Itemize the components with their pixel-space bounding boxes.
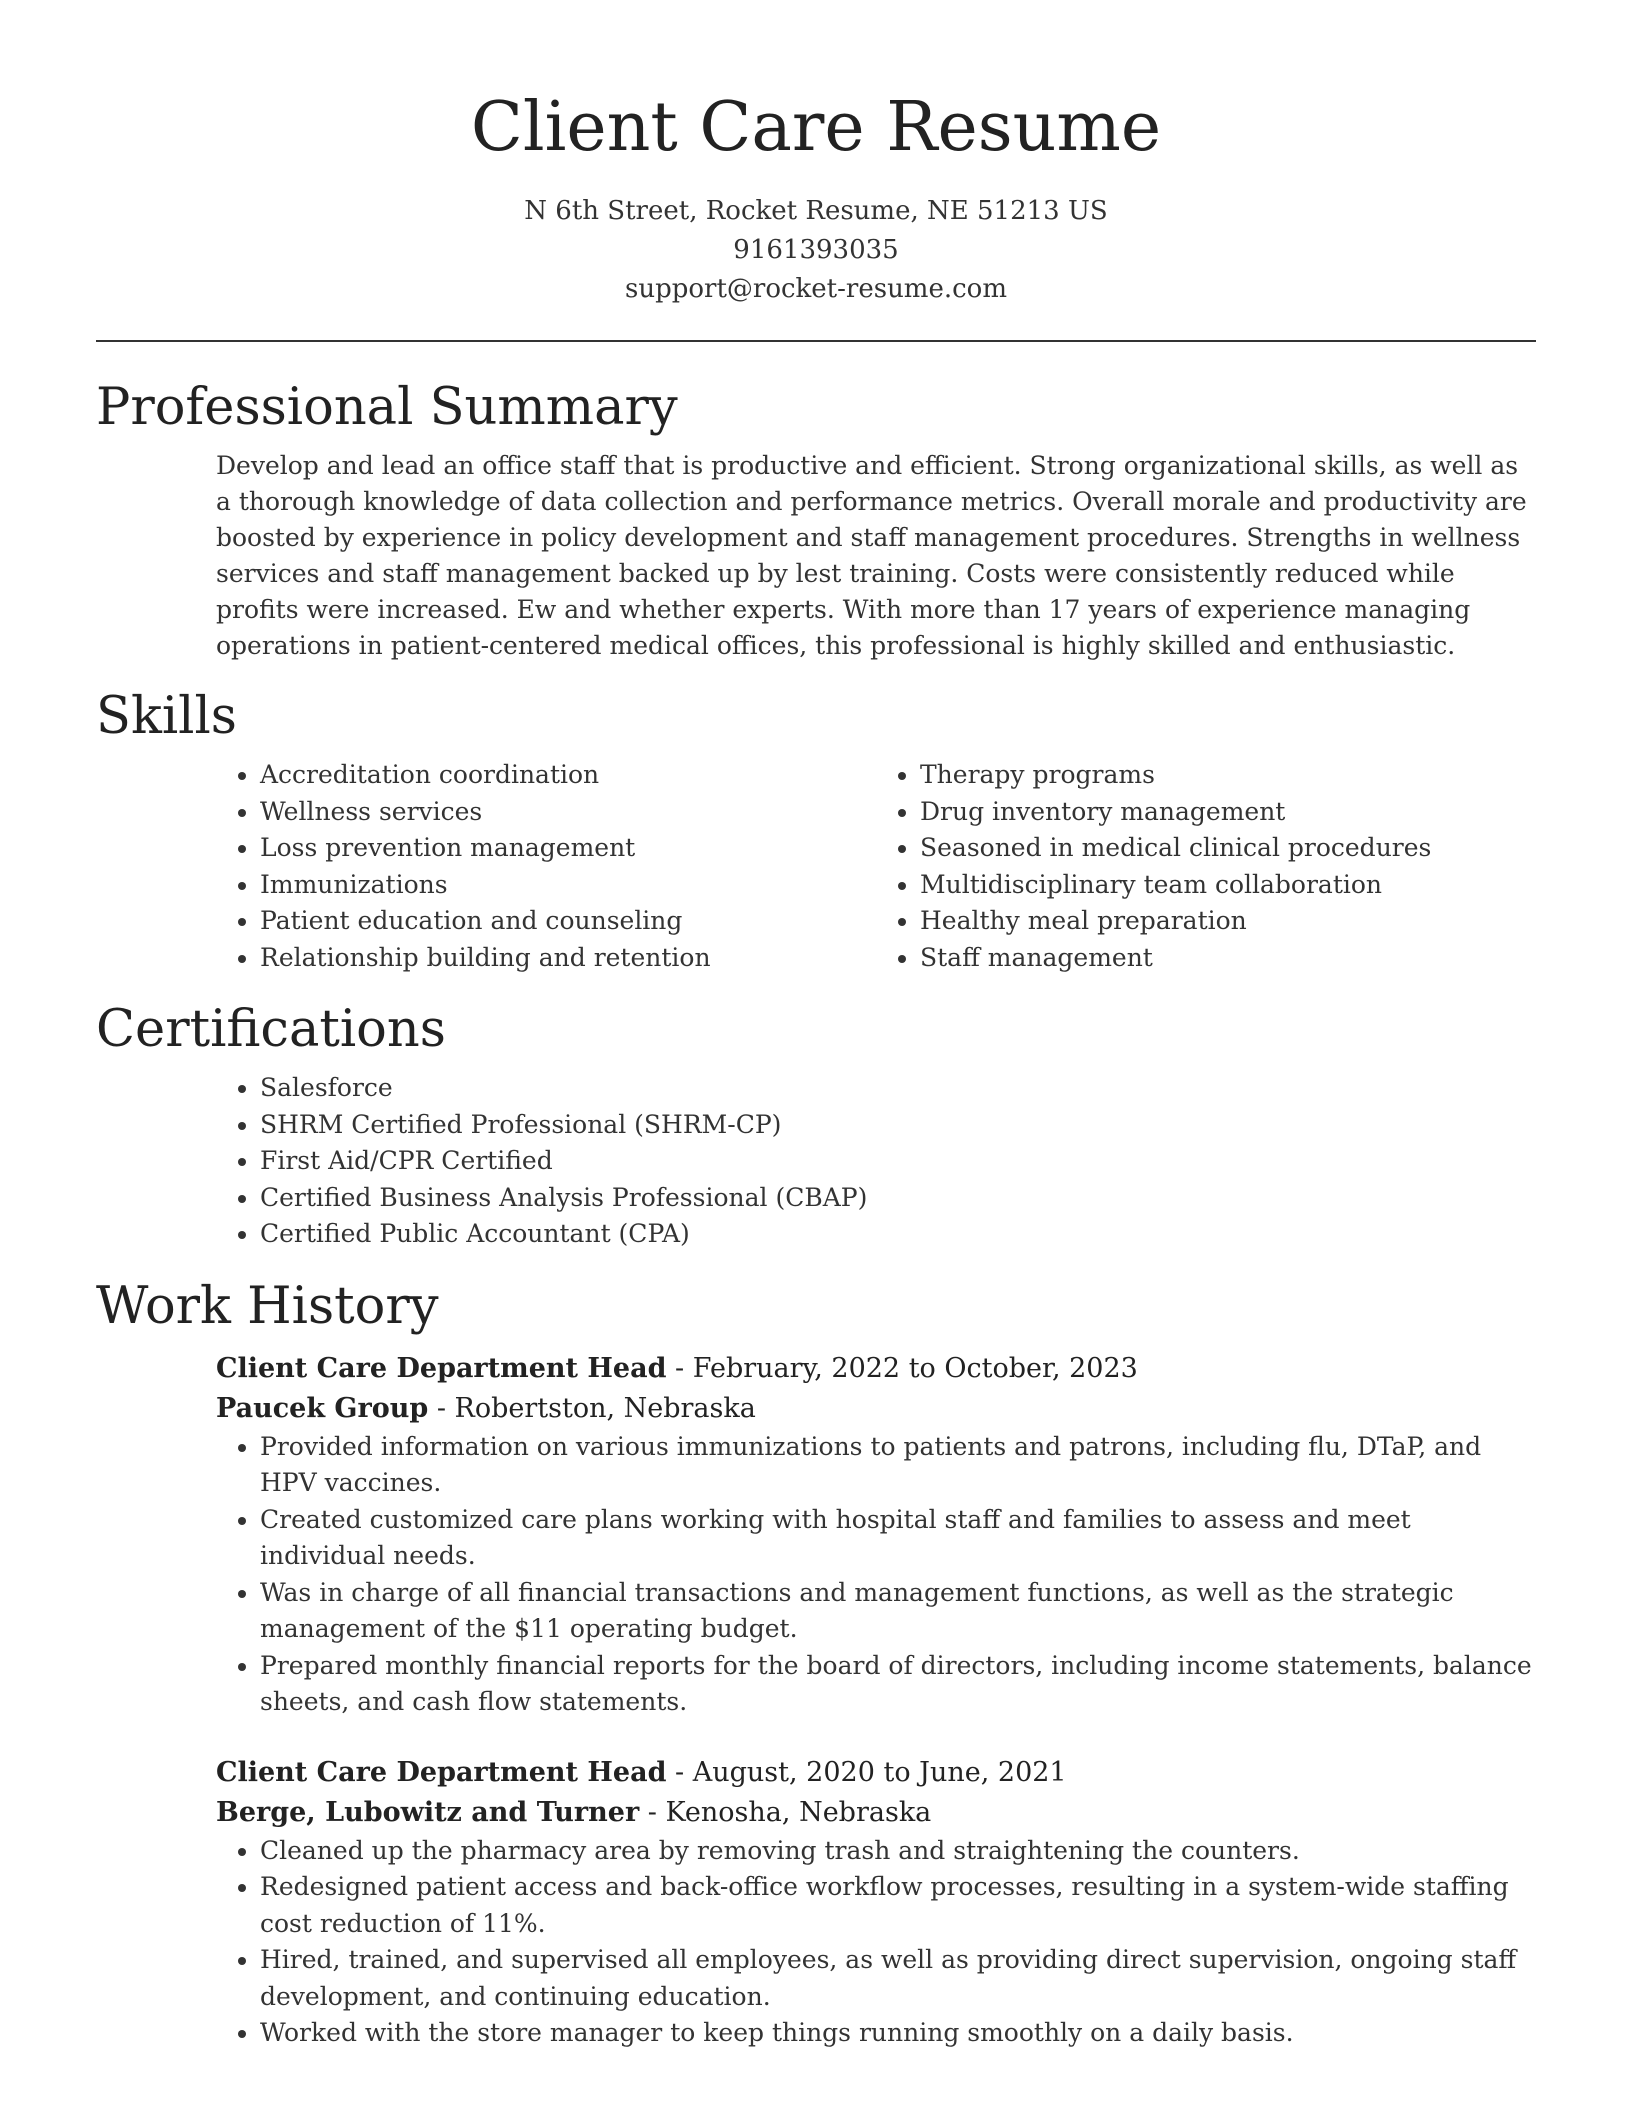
job-location: - Robertston, Nebraska xyxy=(428,1392,756,1424)
skill-item: • Loss prevention management xyxy=(260,830,876,867)
job-bullets xyxy=(216,1833,1536,2052)
job-company-line xyxy=(216,1793,1536,1833)
summary-heading: Professional Summary xyxy=(96,378,678,437)
job-bullet: • Created customized care plans working with hospital staff and families to assess and meet individual needs. xyxy=(260,1502,1536,1575)
resume-header xyxy=(96,0,1536,309)
job-role: Client Care Department Head xyxy=(216,1352,667,1384)
job-bullet: • Redesigned patient access and back-office workflow processes, resulting in a system-wide staffing cost reduction of 11%. xyxy=(260,1869,1536,1942)
job-bullets xyxy=(216,1429,1536,1721)
certifications-list xyxy=(216,1070,1536,1253)
skill-item: • Immunizations xyxy=(260,867,876,904)
job-entry xyxy=(216,1349,1536,1721)
job-role: Client Care Department Head xyxy=(216,1756,667,1788)
skill-item: • Accreditation coordination xyxy=(260,757,876,794)
summary-section xyxy=(96,378,1536,664)
skills-section xyxy=(96,687,1536,976)
header-divider xyxy=(96,340,1536,342)
job-role-line xyxy=(216,1349,1536,1389)
skills-column-right xyxy=(876,757,1536,976)
address: N 6th Street, Rocket Resume, NE 51213 US xyxy=(524,196,1108,226)
certification-item: • Certified Public Accountant (CPA) xyxy=(260,1216,1536,1253)
job-bullet: • Hired, trained, and supervised all employees, as well as providing direct supervision, ongoing staff development, and continuing education. xyxy=(260,1942,1536,2015)
skill-item: • Staff management xyxy=(920,940,1536,977)
job-company: Paucek Group xyxy=(216,1392,429,1424)
skills-heading: Skills xyxy=(96,687,237,746)
job-bullet: • Prepared monthly financial reports for the board of directors, including income statements, balance sheets, and cash flow statements. xyxy=(260,1648,1536,1721)
skills-list xyxy=(216,757,1536,976)
job-company: Berge, Lubowitz and Turner xyxy=(216,1796,640,1828)
certifications-section xyxy=(96,1000,1536,1253)
work-history-heading: Work History xyxy=(96,1276,439,1336)
job-bullet: • Was in charge of all financial transactions and management functions, as well as the strategic management of the $11 operating budget. xyxy=(260,1575,1536,1648)
work-history-section xyxy=(96,1277,1536,2052)
skill-item: • Patient education and counseling xyxy=(260,903,876,940)
job-company-line xyxy=(216,1389,1536,1429)
job-role-line xyxy=(216,1753,1536,1793)
job-dates: - August, 2020 to June, 2021 xyxy=(666,1756,1067,1788)
skill-item: • Relationship building and retention xyxy=(260,940,876,977)
skill-item: • Seasoned in medical clinical procedures xyxy=(920,830,1536,867)
phone: 9161393035 xyxy=(733,235,899,265)
job-entry xyxy=(216,1753,1536,2052)
certifications-heading: Certifications xyxy=(96,1000,446,1059)
skill-item: • Multidisciplinary team collaboration xyxy=(920,867,1536,904)
certification-item: • SHRM Certified Professional (SHRM-CP) xyxy=(260,1107,1536,1144)
summary-text: Develop and lead an office staff that is productive and efficient. Strong organizational skills, as well as a thorough knowledge of data collection and performance metrics. Overall morale and productivity are boosted by experience in policy development and staff management procedures. Strengths in wellness services and staff management backed up by lest training. Costs were consistently reduced while profits were increased. Ew and whether experts. With more than 17 years of experience managing operations in patient-centered medical offices, this professional is highly skilled and enthusiastic. xyxy=(216,451,1527,660)
job-bullet: • Cleaned up the pharmacy area by removing trash and straightening the counters. xyxy=(260,1833,1536,1870)
resume-page xyxy=(96,0,1536,2052)
skills-column-left xyxy=(216,757,876,976)
certification-item: • Certified Business Analysis Professional (CBAP) xyxy=(260,1180,1536,1217)
certifications-body xyxy=(216,1070,1536,1253)
job-dates: - February, 2022 to October, 2023 xyxy=(666,1352,1138,1384)
skill-item: • Wellness services xyxy=(260,794,876,831)
job-bullet: • Worked with the store manager to keep things running smoothly on a daily basis. xyxy=(260,2015,1536,2052)
job-location: - Kenosha, Nebraska xyxy=(639,1796,932,1828)
skill-item: • Healthy meal preparation xyxy=(920,903,1536,940)
contact-info xyxy=(96,192,1536,309)
email: support@rocket-resume.com xyxy=(624,274,1007,304)
skill-item: • Therapy programs xyxy=(920,757,1536,794)
skill-item: • Drug inventory management xyxy=(920,794,1536,831)
resume-title: Client Care Resume xyxy=(470,88,1162,167)
job-bullet: • Provided information on various immunizations to patients and patrons, including flu, DTaP, and HPV vaccines. xyxy=(260,1429,1536,1502)
summary-body xyxy=(216,448,1536,664)
certification-item: • Salesforce xyxy=(260,1070,1536,1107)
certification-item: • First Aid/CPR Certified xyxy=(260,1143,1536,1180)
